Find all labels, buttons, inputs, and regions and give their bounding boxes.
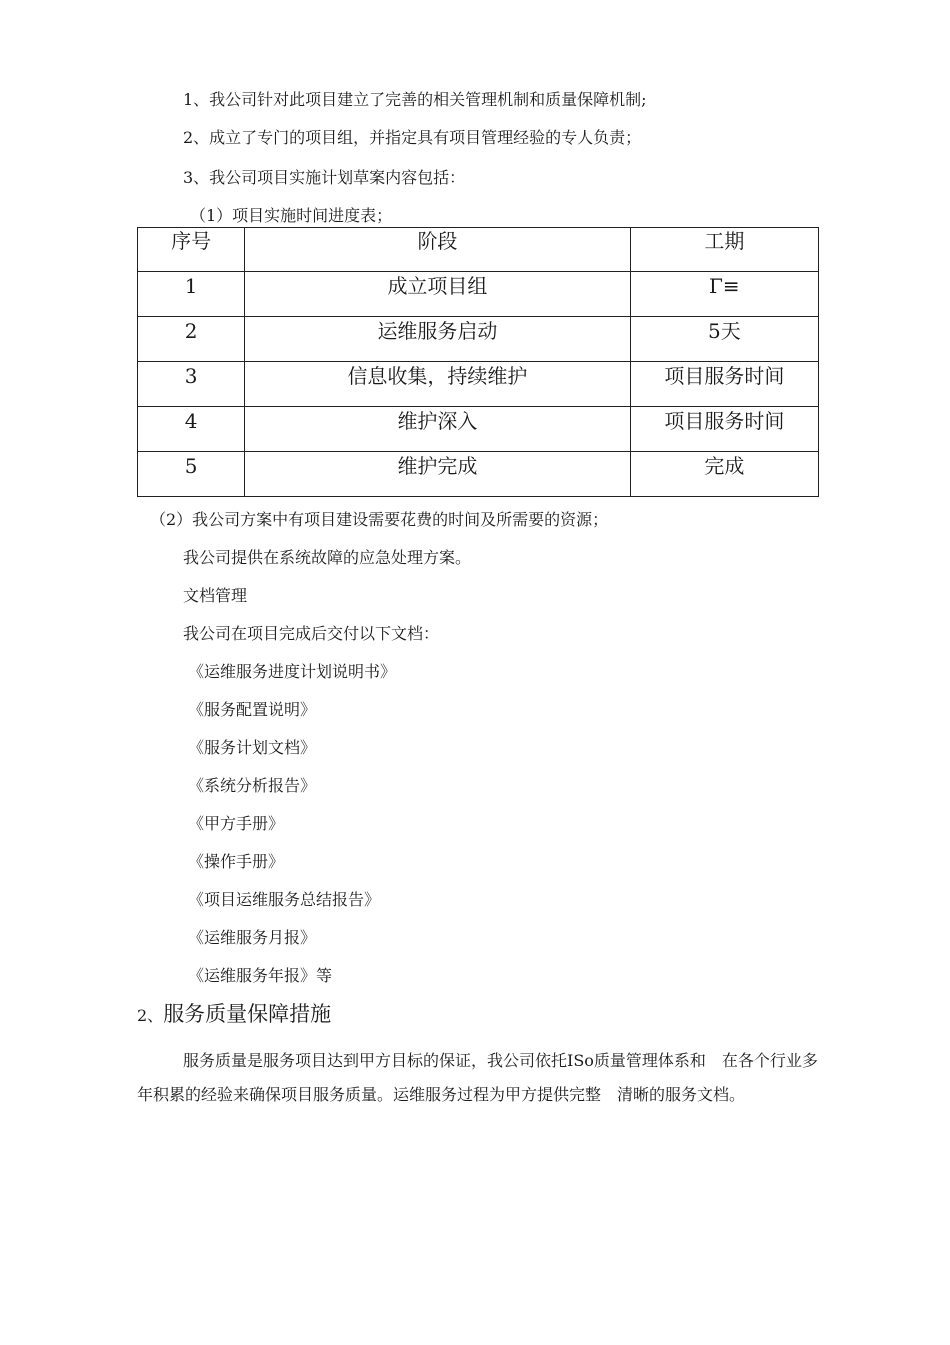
document-list-item: 《甲方手册》 bbox=[188, 814, 285, 833]
document-list-item: 《操作手册》 bbox=[188, 852, 285, 871]
document-list-item: 《运维服务进度计划说明书》 bbox=[188, 662, 397, 681]
cell-seq: 4 bbox=[138, 407, 245, 452]
cell-stage: 运维服务启动 bbox=[245, 317, 631, 362]
table-row bbox=[138, 362, 819, 407]
table-row bbox=[138, 272, 819, 317]
schedule-table bbox=[137, 227, 819, 497]
table-row bbox=[138, 317, 819, 362]
intro-item-2: 2、成立了专门的项目组，并指定具有项目管理经验的专人负责； bbox=[183, 128, 642, 147]
document-list-item: 《服务配置说明》 bbox=[188, 700, 317, 719]
cell-duration: 5天 bbox=[630, 317, 818, 362]
cell-seq: 2 bbox=[138, 317, 245, 362]
table-row bbox=[138, 452, 819, 497]
document-list-item: 《项目运维服务总结报告》 bbox=[188, 890, 381, 909]
cell-seq: 1 bbox=[138, 272, 245, 317]
header-stage: 阶段 bbox=[245, 228, 631, 272]
document-list-item: 《系统分析报告》 bbox=[188, 776, 317, 795]
cell-seq: 3 bbox=[138, 362, 245, 407]
document-list-item: 《运维服务月报》 bbox=[188, 928, 317, 947]
cell-stage: 维护完成 bbox=[245, 452, 631, 497]
header-duration: 工期 bbox=[630, 228, 818, 272]
sub-item-2: （2）我公司方案中有项目建设需要花费的时间及所需要的资源； bbox=[150, 510, 609, 529]
doc-management-heading: 文档管理 bbox=[183, 586, 248, 605]
emergency-plan-text: 我公司提供在系统故障的应急处理方案。 bbox=[183, 548, 472, 567]
cell-duration: 项目服务时间 bbox=[630, 407, 818, 452]
cell-duration: 完成 bbox=[630, 452, 818, 497]
table-header-row bbox=[138, 228, 819, 272]
cell-duration: Γ≡ bbox=[630, 272, 818, 317]
header-seq: 序号 bbox=[138, 228, 245, 272]
intro-item-3: 3、我公司项目实施计划草案内容包括： bbox=[183, 168, 466, 187]
cell-stage: 信息收集，持续维护 bbox=[245, 362, 631, 407]
doc-delivery-intro: 我公司在项目完成后交付以下文档： bbox=[183, 624, 440, 643]
cell-seq: 5 bbox=[138, 452, 245, 497]
document-list-item: 《服务计划文档》 bbox=[188, 738, 317, 757]
intro-sub-1: （1）项目实施时间进度表； bbox=[190, 206, 393, 225]
section-number: 2、 bbox=[137, 1006, 164, 1025]
cell-duration: 项目服务时间 bbox=[630, 362, 818, 407]
cell-stage: 成立项目组 bbox=[245, 272, 631, 317]
section-title: 服务质量保障措施 bbox=[163, 1002, 332, 1026]
section-paragraph: 服务质量是服务项目达到甲方目标的保证，我公司依托ISo质量管理体系和 在各个行业多年积累的经验来确保项目服务质量。运维服务过程为甲方提供完整 清晰的服务文档。 bbox=[137, 1051, 818, 1104]
cell-stage: 维护深入 bbox=[245, 407, 631, 452]
section-heading bbox=[137, 1000, 331, 1030]
table-row bbox=[138, 407, 819, 452]
document-list-item: 《运维服务年报》等 bbox=[188, 966, 333, 985]
intro-item-1: 1、我公司针对此项目建立了完善的相关管理机制和质量保障机制; bbox=[183, 90, 647, 109]
